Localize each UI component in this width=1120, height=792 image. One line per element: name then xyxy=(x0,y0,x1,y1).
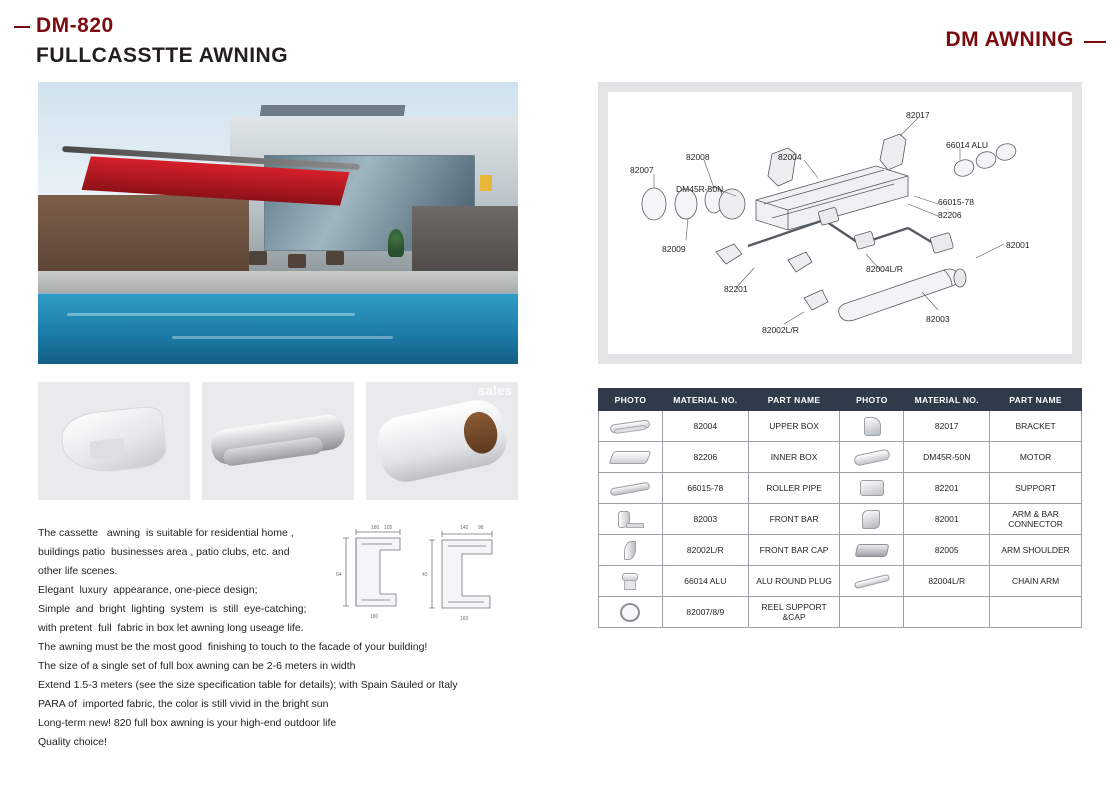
inner-box-icon xyxy=(606,445,654,469)
cell-photo xyxy=(599,442,663,473)
cell-part-name: FRONT BAR CAP xyxy=(748,535,840,566)
description-line: Long-term new! 820 full box awning is your high-end outdoor life xyxy=(38,717,337,729)
cell-photo xyxy=(840,411,904,442)
table-row xyxy=(599,473,1082,504)
cell-part-name: BRACKET xyxy=(990,411,1082,442)
svg-text:98: 98 xyxy=(478,525,484,531)
header-left-rule xyxy=(14,26,30,28)
description-line: PARA of imported fabric, the color is still vivid in the bright sun xyxy=(38,698,329,710)
alu-round-plug-icon xyxy=(606,569,654,593)
cell-photo xyxy=(840,442,904,473)
cell-material-no: DM45R-50N xyxy=(904,442,990,473)
front-bar-shape xyxy=(373,395,512,486)
diagram-label: 82206 xyxy=(938,210,962,220)
photo-stone-wall-left xyxy=(38,195,249,274)
chain-arm-icon xyxy=(848,569,896,593)
cell-photo xyxy=(599,504,663,535)
cell-photo xyxy=(840,504,904,535)
svg-text:180: 180 xyxy=(370,614,379,620)
cell-material-no: 82001 xyxy=(904,504,990,535)
svg-text:180: 180 xyxy=(371,525,380,531)
svg-text:105: 105 xyxy=(384,525,393,531)
exploded-parts-diagram xyxy=(598,82,1082,364)
cell-part-name: ROLLER PIPE xyxy=(748,473,840,504)
bracket-icon xyxy=(848,414,896,438)
description-line: with pretent full fabric in box let awning long useage life. xyxy=(38,622,304,634)
cell-photo xyxy=(599,535,663,566)
description-line: Simple and bright lighting system is still eye-catching; xyxy=(38,603,307,615)
cell-part-name: CHAIN ARM xyxy=(990,566,1082,597)
th-part-name-left: PART NAME xyxy=(748,389,840,411)
tech-drawing-right xyxy=(422,525,492,622)
cell-part-name: ALU ROUND PLUG xyxy=(748,566,840,597)
cell-photo xyxy=(599,597,663,628)
diagram-label: DM45R-50N xyxy=(676,184,724,194)
cell-material-no: 82002L/R xyxy=(662,535,748,566)
cell-part-name: SUPPORT xyxy=(990,473,1082,504)
arm-bar-connector-icon xyxy=(848,507,896,531)
cell-part-name-empty xyxy=(990,597,1082,628)
upper-box-icon xyxy=(606,414,654,438)
th-photo-left: PHOTO xyxy=(599,389,663,411)
photo-pool xyxy=(38,294,518,365)
cell-part-name: REEL SUPPORT &CAP xyxy=(748,597,840,628)
cell-material-no-empty xyxy=(904,597,990,628)
th-material-no-left: MATERIAL NO. xyxy=(662,389,748,411)
parts-table-header xyxy=(599,389,1082,411)
detail-photo-arm-assembly xyxy=(202,382,354,500)
diagram-label: 66015-78 xyxy=(938,197,974,207)
svg-text:64: 64 xyxy=(336,572,342,578)
diagram-label: 82001 xyxy=(1006,240,1030,250)
cell-part-name: FRONT BAR xyxy=(748,504,840,535)
description-line: Quality choice! xyxy=(38,736,107,748)
photo-chair xyxy=(249,251,267,265)
diagram-label: 82002L/R xyxy=(762,325,799,335)
svg-text:40: 40 xyxy=(422,572,428,578)
header-right-rule xyxy=(1084,41,1106,43)
cell-material-no: 82004 xyxy=(662,411,748,442)
parts-table xyxy=(598,388,1082,628)
th-part-name-right: PART NAME xyxy=(990,389,1082,411)
cell-part-name: INNER BOX xyxy=(748,442,840,473)
description-line: other life scenes. xyxy=(38,565,118,577)
cell-material-no: 66014 ALU xyxy=(662,566,748,597)
cell-photo-empty xyxy=(840,597,904,628)
diagram-label: 82009 xyxy=(662,244,686,254)
table-row xyxy=(599,597,1082,628)
photo-stone-wall-right xyxy=(412,206,518,279)
photo-pool-ripple xyxy=(172,336,393,339)
photo-pool-ripple xyxy=(67,313,355,316)
photo-sign xyxy=(480,175,492,191)
cell-part-name: ARM SHOULDER xyxy=(990,535,1082,566)
cell-material-no: 82017 xyxy=(904,411,990,442)
roller-pipe-icon xyxy=(606,476,654,500)
hero-product-photo xyxy=(38,82,518,364)
cell-material-no: 82004L/R xyxy=(904,566,990,597)
photo-chair xyxy=(326,251,344,265)
cell-photo xyxy=(599,566,663,597)
photo-plant xyxy=(388,229,404,257)
page-title: FULLCASSTTE AWNING xyxy=(36,44,289,67)
cell-material-no: 82003 xyxy=(662,504,748,535)
tech-drawing-left xyxy=(336,525,400,620)
th-photo-right: PHOTO xyxy=(840,389,904,411)
diagram-label: 82004L/R xyxy=(866,264,903,274)
cell-part-name: MOTOR xyxy=(990,442,1082,473)
technical-dimension-drawings xyxy=(322,520,518,628)
model-number: DM-820 xyxy=(36,14,114,37)
cassette-shape xyxy=(59,405,168,477)
diagram-label: 82003 xyxy=(926,314,950,324)
arm-shoulder-icon xyxy=(848,538,896,562)
front-bar-icon xyxy=(606,507,654,531)
diagram-label: 82008 xyxy=(686,152,710,162)
description-line: Elegant luxury appearance, one-piece design; xyxy=(38,584,258,596)
motor-icon xyxy=(848,445,896,469)
cell-material-no: 66015-78 xyxy=(662,473,748,504)
diagram-label: 66014 ALU xyxy=(946,140,989,150)
photo-chair xyxy=(288,254,306,268)
cell-photo xyxy=(599,411,663,442)
description-line: The size of a single set of full box awning can be 2-6 meters in width xyxy=(38,660,356,672)
table-row xyxy=(599,411,1082,442)
brand-name: DM AWNING xyxy=(945,28,1074,51)
photo-watermark: sales xyxy=(478,383,513,398)
diagram-label: 82007 xyxy=(630,165,654,175)
table-row xyxy=(599,535,1082,566)
cell-photo xyxy=(840,535,904,566)
th-material-no-right: MATERIAL NO. xyxy=(904,389,990,411)
cell-photo xyxy=(840,566,904,597)
cell-photo xyxy=(840,473,904,504)
detail-photo-strip xyxy=(38,382,518,500)
page-header xyxy=(0,0,1120,70)
front-bar-cap-icon xyxy=(606,538,654,562)
detail-photo-cassette-end xyxy=(38,382,190,500)
support-icon xyxy=(848,476,896,500)
reel-support-cap-icon xyxy=(606,600,654,624)
diagram-label: 82201 xyxy=(724,284,748,294)
description-line: The cassette awning is suitable for residential home , xyxy=(38,527,294,539)
cell-material-no: 82206 xyxy=(662,442,748,473)
cell-material-no: 82007/8/9 xyxy=(662,597,748,628)
svg-text:140: 140 xyxy=(460,525,469,531)
cell-part-name: UPPER BOX xyxy=(748,411,840,442)
cell-material-no: 82005 xyxy=(904,535,990,566)
cell-material-no: 82201 xyxy=(904,473,990,504)
svg-text:160: 160 xyxy=(460,616,469,622)
detail-photo-front-bar xyxy=(366,382,518,500)
diagram-label: 82017 xyxy=(906,110,930,120)
table-header-row xyxy=(599,389,1082,411)
table-row xyxy=(599,442,1082,473)
cell-photo xyxy=(599,473,663,504)
table-row xyxy=(599,566,1082,597)
description-line: buildings patio businesses area , patio clubs, etc. and xyxy=(38,546,290,558)
description-line: Extend 1.5-3 meters (see the size specification table for details); with Spain Sauled or Italy xyxy=(38,679,458,691)
description-line: The awning must be the most good finishing to touch to the facade of your building! xyxy=(38,641,428,653)
table-row xyxy=(599,504,1082,535)
diagram-canvas xyxy=(608,92,1072,354)
parts-table-body xyxy=(599,411,1082,628)
diagram-label: 82004 xyxy=(778,152,802,162)
cell-part-name: ARM & BAR CONNECTOR xyxy=(990,504,1082,535)
photo-deck xyxy=(38,271,518,294)
